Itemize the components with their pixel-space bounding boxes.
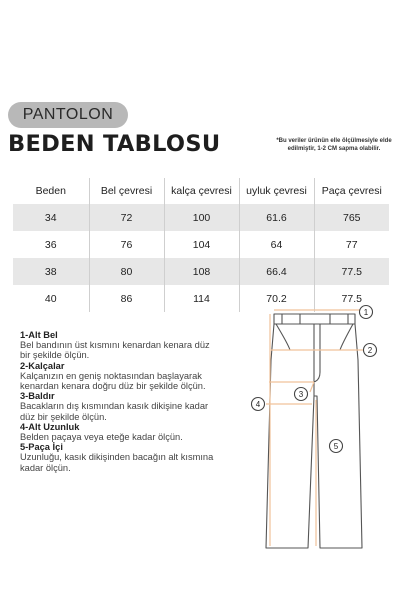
size-table: [13, 178, 389, 312]
column-header: Beden: [35, 185, 66, 197]
table-cell: 77.5: [314, 258, 389, 285]
table-cell: 765: [314, 204, 389, 231]
marker-2: [364, 344, 377, 357]
svg-text:5: 5: [333, 442, 339, 451]
column-header: kalça çevresi: [164, 178, 239, 204]
measurement-guides: [266, 310, 364, 546]
instruction-text: kadar ölçün.: [20, 462, 71, 473]
marker-5: [330, 440, 343, 453]
column-header: Paça çevresi: [314, 178, 389, 204]
category-badge: [8, 102, 128, 128]
table-header-row: [13, 178, 389, 204]
instruction-text: Bacakların dış kısmından kasık dikişine kadar: [20, 401, 209, 412]
table-cell: 72: [89, 204, 164, 231]
table-cell: 108: [164, 258, 239, 285]
marker-4: [252, 398, 265, 411]
table-cell: 100: [164, 204, 239, 231]
table-cell: 34: [44, 211, 57, 224]
table-cell: 114: [164, 285, 239, 312]
table-cell: 77.5: [314, 285, 389, 312]
instruction-text: Bel bandının üst kısmını kenardan kenara düz: [20, 340, 210, 351]
table-cell: 77: [314, 231, 389, 258]
marker-3: [295, 388, 308, 401]
table-cell: 86: [89, 285, 164, 312]
table-cell: 104: [164, 231, 239, 258]
column-header: Bel çevresi: [89, 178, 164, 204]
pants-diagram: [240, 300, 400, 590]
table-cell: 40: [44, 292, 57, 305]
instruction-text: düz bir şekilde ölçün.: [20, 411, 107, 422]
table-cell: 70.2: [239, 285, 314, 312]
instruction-heading: 4-Alt Uzunluk: [20, 421, 80, 432]
table-cell: 38: [44, 265, 57, 278]
table-cell: 36: [44, 238, 57, 251]
category-badge-label: PANTOLON: [22, 106, 114, 123]
instruction-text: bir şekilde ölçün.: [20, 350, 90, 361]
svg-text:4: 4: [255, 400, 261, 409]
measurement-disclaimer: *Bu veriler ürünün elle ölçülmesiyle elde edilmiştir, 1-2 CM sapma olabilir.: [276, 138, 392, 152]
table-cell: 66.4: [239, 258, 314, 285]
table-row: [13, 204, 389, 231]
page-title: BEDEN TABLOSU: [8, 131, 221, 157]
instruction-text: Belden paçaya veya eteğe kadar ölçün.: [20, 432, 183, 443]
marker-1: [360, 306, 373, 319]
instruction-text: Kalçanızın en geniş noktasından başlayarak: [20, 370, 202, 381]
instruction-heading: 2-Kalçalar: [20, 360, 65, 371]
table-cell: 80: [89, 258, 164, 285]
table-row: [13, 258, 389, 285]
instruction-heading: 1-Alt Bel: [20, 330, 58, 340]
table-row: [13, 231, 389, 258]
table-cell: 64: [239, 231, 314, 258]
table-cell: 61.6: [239, 204, 314, 231]
instruction-text: Uzunluğu, kasık dikişinden bacağın alt kısmına: [20, 452, 214, 463]
pants-outline-icon: [266, 314, 362, 548]
instruction-text: kenardan kenara doğru düz bir şekilde ölçün.: [20, 381, 206, 392]
svg-text:3: 3: [298, 390, 304, 399]
table-cell: 76: [89, 231, 164, 258]
instruction-heading: 5-Paça İçi: [20, 442, 63, 453]
svg-text:1: 1: [363, 308, 369, 317]
instruction-heading: 3-Baldır: [20, 391, 55, 402]
svg-text:2: 2: [367, 346, 373, 355]
column-header: uyluk çevresi: [239, 178, 314, 204]
measurement-instructions: [20, 330, 242, 473]
